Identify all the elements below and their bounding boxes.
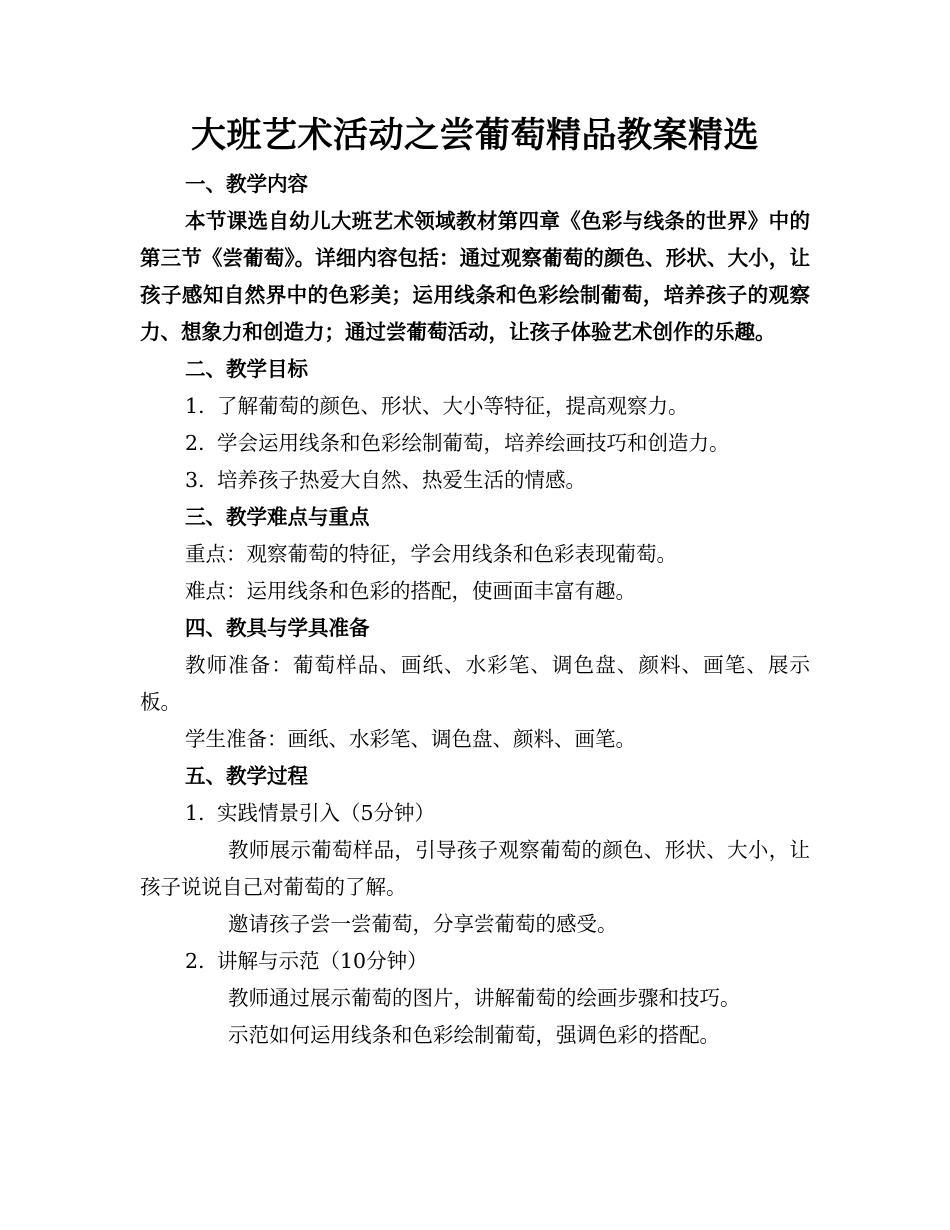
key-point-text: 重点：观察葡萄的特征，学会用线条和色彩表现葡萄。 (185, 542, 677, 566)
goal-item (140, 462, 810, 499)
section-heading-materials: 四、教具与学具准备 (185, 616, 370, 640)
goal-number: 1. (185, 394, 205, 418)
goal-item (140, 388, 810, 425)
process-step-title (140, 795, 810, 832)
step-title: 实践情景引入（5分钟） (217, 801, 436, 825)
step-number: 1. (185, 801, 205, 825)
goal-item (140, 425, 810, 462)
document-body (140, 166, 810, 1054)
process-step-text: 示范如何运用线条和色彩绘制葡萄，强调色彩的搭配。 (228, 1023, 720, 1047)
goal-text: 培养孩子热爱大自然、热爱生活的情感。 (217, 468, 586, 492)
difficulty-text: 难点：运用线条和色彩的搭配，使画面丰富有趣。 (185, 579, 636, 603)
document-title: 大班艺术活动之尝葡萄精品教案精选 (190, 115, 759, 156)
section-heading-content: 一、教学内容 (185, 172, 308, 196)
section-heading-process: 五、教学过程 (185, 764, 308, 788)
student-materials-text: 学生准备：画纸、水彩笔、调色盘、颜料、画笔。 (185, 727, 636, 751)
process-step-text: 教师通过展示葡萄的图片，讲解葡萄的绘画步骤和技巧。 (228, 986, 741, 1010)
goal-number: 3. (185, 468, 205, 492)
step-number: 2. (185, 949, 205, 973)
section-heading-goals: 二、教学目标 (185, 357, 308, 381)
goal-text: 了解葡萄的颜色、形状、大小等特征，提高观察力。 (217, 394, 689, 418)
step-title: 讲解与示范（10分钟） (217, 949, 428, 973)
goal-text: 学会运用线条和色彩绘制葡萄，培养绘画技巧和创造力。 (217, 431, 730, 455)
goal-number: 2. (185, 431, 205, 455)
section-heading-focus: 三、教学难点与重点 (185, 505, 370, 529)
content-paragraph: 本节课选自幼儿大班艺术领域教材第四章《色彩与线条的世界》中的第三节《尝葡萄》。详细内容包括：通过观察葡萄的颜色、形状、大小，让孩子感知自然界中的色彩美；运用线条和色彩绘制葡萄，培养孩子的观察力、想象力和创造力；通过尝葡萄活动，让孩子体验艺术创作的乐趣。 (140, 209, 810, 344)
teacher-materials-text: 教师准备：葡萄样品、画纸、水彩笔、调色盘、颜料、画笔、展示板。 (140, 653, 810, 714)
process-step-text: 教师展示葡萄样品，引导孩子观察葡萄的颜色、形状、大小，让孩子说说自己对葡萄的了解。 (140, 838, 810, 899)
process-step-text: 邀请孩子尝一尝葡萄，分享尝葡萄的感受。 (228, 912, 618, 936)
process-step-title (140, 943, 810, 980)
